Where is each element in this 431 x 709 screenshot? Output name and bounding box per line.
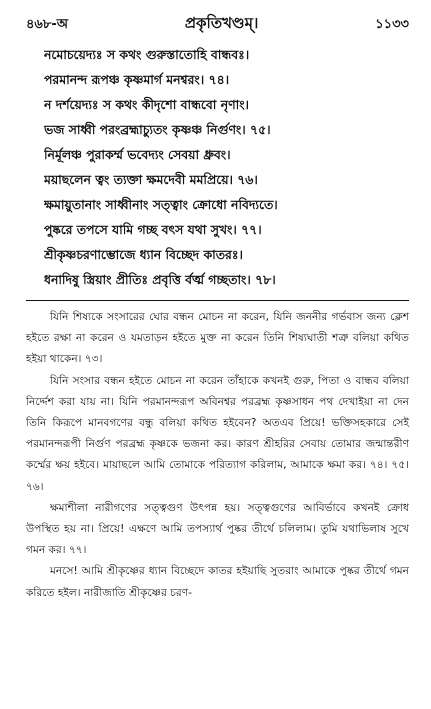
verse-line: পুষ্করে তপসে যামি গচ্ছ বৎস যথা সুখং। ৭৭।: [44, 222, 262, 237]
bengali-commentary: [26, 307, 409, 604]
page-signature: ৪৬৮-অ: [26, 17, 68, 32]
verse-line: নমোচয়েদ্যঃ স কথং গুরুস্তাতোহি বান্ধবঃ।: [44, 47, 250, 62]
verse-line: ন দর্শয়েদ্যঃ স কথং কীদৃশো বান্ধবো নৃণাং।: [44, 97, 249, 112]
verse-line: শ্রীকৃষ্ণচরণাম্ভোজে ধ্যান বিচ্ছেদ কাতরঃ।: [44, 247, 243, 262]
page-header: [26, 12, 409, 34]
verse-line: ক্ষমায়ুতানাং সাধ্বীনাং সত্ত্বাং ক্রোধো নবিদ্যতে।: [44, 197, 278, 212]
commentary-paragraph: মনসে! আমি শ্রীকৃষ্ণের ধ্যান বিচ্ছেদে কাতর হইয়াছি সুতরাং আমাকে পুষ্কর তীর্থে গমন করিতে হইল। নারীজাতি শ্রীকৃষ্ণের চরণ-: [26, 565, 409, 599]
verse-line: ময়াছলেন ত্বং ত্যক্তা ক্ষমদেবী মমপ্রিয়ে। ৭৬।: [44, 172, 258, 187]
verse-line: পরমানন্দ রূপঞ্চ কৃষ্ণমার্গ মনশ্বরং। ৭৪।: [44, 72, 230, 87]
commentary-paragraph: ক্ষমাশীলা নারীগণের সত্ত্বগুণ উৎপন্ন হয়। সত্ত্বগুণের আবির্ভাবে কখনই ক্রোধ উপস্থিত হয় না। প্রিয়ে! এক্ষণে আমি তপস্যার্থ পুষ্কর তীর্থে চলিলাম। তুমি যথাভিলাষ সুখে গমন কর। ৭৭।: [26, 501, 409, 557]
verse-line: নির্মূলঞ্চ পুরাকর্ম্ম ভবেদ্যং সেবয়া ধ্রুবং।: [44, 147, 231, 162]
verse-line: ধনাদিষু স্ত্রিয়াং প্রীতিঃ প্রবৃত্তি র্বর্ত্ম গচ্ছতাং। ৭৮।: [44, 272, 276, 287]
section-divider: [26, 300, 409, 301]
commentary-paragraph: যিনি সংসার বন্ধন হইতে মোচন না করেন তাঁহাকে কখনই গুরু, পিতা ও বান্ধব বলিয়া নির্দ্দেশ করা যায় না। যিনি পরমানন্দরূপ অবিনশ্বর পরব্রহ্ম কৃষ্ণসাধন পথ দেখাইয়া না দেন তিনি কিরূপে মানবগণের বন্ধু বলিয়া কথিত হইবেন? অতএব প্রিয়ে! ভক্তিসহকারে সেই পরমানন্দরূপী নির্গুণ পরব্রহ্ম কৃষ্ণকে ভজনা কর। কারণ শ্রীহরির সেবায় তোমার জন্মান্তরীণ কর্ম্মের ক্ষয় হইবে। মায়াছলে আমি তোমাকে পরিত্যাগ করিলাম, আমাকে ক্ষমা কর। ৭৪। ৭৫। ৭৬।: [26, 374, 409, 493]
page-number: ১১৩৩: [375, 17, 409, 32]
verse-line: ভজ সাধ্বী পরংব্রহ্মাচ্যুতং কৃষ্ণঞ্চ নির্গুণং। ৭৫।: [44, 122, 271, 137]
sanskrit-verses: [26, 42, 409, 292]
running-title: প্রকৃতিখণ্ডম্।: [184, 14, 259, 32]
commentary-paragraph: যিনি শিষ্যকে সংসারের ঘোর বন্ধন মোচন না করেন, যিনি জননীর গর্ভবাস জন্য ক্লেশ হইতে রক্ষা না করেন ও যমতাড়ন হইতে মুক্ত না করেন তিনি শিষ্যঘাতী শত্রু বলিয়া কথিত হইয়া থাকেন। ৭৩।: [26, 311, 409, 366]
